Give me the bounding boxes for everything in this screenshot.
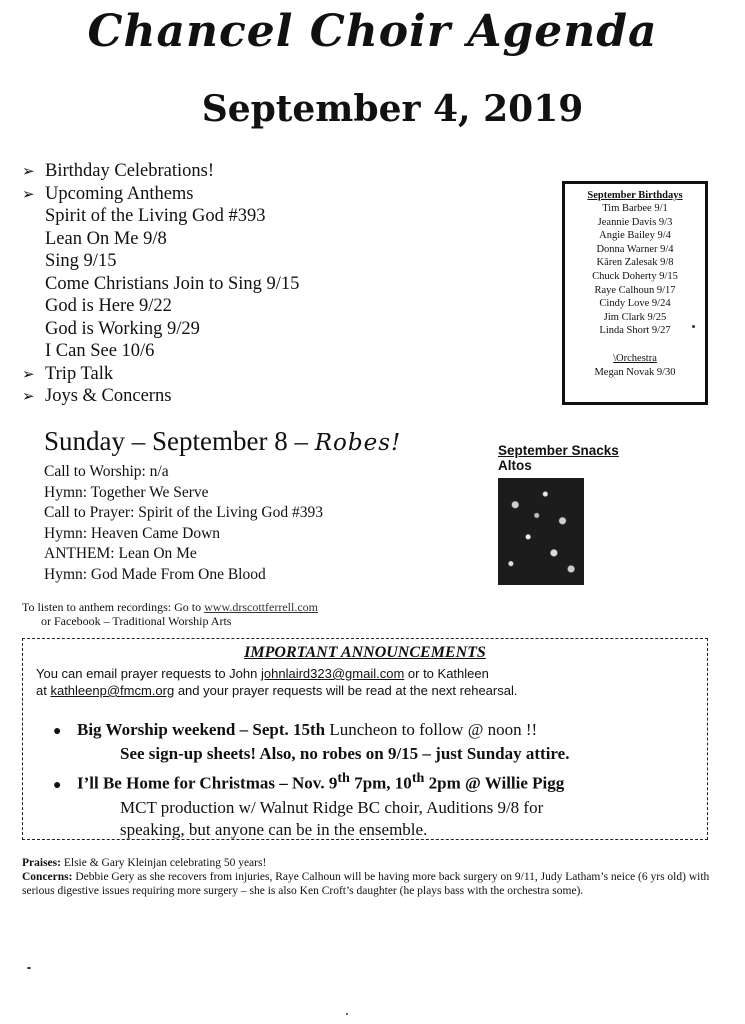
- arrow-bullet-icon: ➢: [22, 366, 35, 383]
- snacks-section: [498, 443, 619, 473]
- agenda-item: Lean On Me 9/8: [45, 228, 167, 249]
- service-item: Call to Worship: n/a: [44, 463, 169, 480]
- page-title: Chancel Choir Agenda: [87, 6, 658, 57]
- praises-concerns: [22, 856, 712, 898]
- agenda-item: Sing 9/15: [45, 251, 117, 271]
- announcement-worship-weekend: ● Big Worship weekend – Sept. 15th Luncheon to follow @ noon !! See sign-up sheets! Also, no robes on 9/15 – just Sunday attire.: [53, 720, 570, 763]
- agenda-item: ➢ Trip Talk: [22, 363, 542, 386]
- birthday-entry: Raye Calhoun 9/17: [594, 284, 676, 296]
- scan-speck: [692, 325, 695, 328]
- birthday-entry: Linda Short 9/27: [599, 325, 671, 337]
- agenda-item: I Can See 10/6: [45, 341, 155, 361]
- announcements-title: IMPORTANT ANNOUNCEMENTS: [244, 644, 486, 661]
- bullet-dot-icon: ●: [53, 777, 62, 793]
- bullet-dot-icon: ●: [53, 724, 62, 739]
- praises-line: Praises: Elsie & Gary Kleinjan celebrating 50 years!: [22, 857, 267, 869]
- arrow-bullet-icon: ➢: [22, 164, 35, 180]
- flowers-image: [498, 478, 584, 585]
- listen-note: To listen to anthem recordings: Go to www.drscottferrell.com or Facebook – Traditional Worship Arts: [22, 600, 318, 628]
- orchestra-heading: \Orchestra: [613, 352, 657, 364]
- service-item: ANTHEM: Lean On Me: [44, 545, 197, 562]
- agenda-list: [22, 160, 542, 408]
- scan-speck: [27, 967, 31, 969]
- announcement-christmas: ● I’ll Be Home for Christmas – Nov. 9th 7pm, 10th 2pm @ Willie Pigg MCT production w/ Walnut Ridge BC choir, Auditions 9/8 for speaking, but anyone can be in the ensemble.: [53, 770, 565, 839]
- arrow-bullet-icon: ➢: [22, 389, 35, 405]
- agenda-item: ➢ Upcoming Anthems: [22, 183, 542, 206]
- agenda-date: September 4, 2019: [201, 88, 584, 130]
- agenda-item: Come Christians Join to Sing 9/15: [45, 273, 300, 294]
- birthday-entry: Tim Barbee 9/1: [602, 203, 668, 214]
- agenda-item: ➢ Birthday Celebrations!: [22, 160, 542, 183]
- service-item: Call to Prayer: Spirit of the Living God #393: [44, 504, 323, 521]
- birthday-entry: Cindy Love 9/24: [599, 298, 671, 310]
- agenda-item: God is Here 9/22: [45, 296, 172, 316]
- agenda-item: ➢ Joys & Concerns: [22, 385, 542, 408]
- birthday-entry: Jim Clark 9/25: [603, 311, 667, 323]
- concerns-line: Concerns: Debbie Gery as she recovers from injuries, Raye Calhoun will be having more back surgery on 9/11, Judy Latham’s neice (6 yrs old) with serious digestive issues requiring more surgery – she is also Ken Croft’s daughter (he plays bass with the orchestra some).: [22, 871, 710, 897]
- announcements-box: [22, 638, 708, 840]
- service-item: Hymn: Together We Serve: [44, 483, 209, 501]
- birthday-entry: Angie Bailey 9/4: [599, 230, 671, 242]
- sunday-heading: Sunday – September 8 – Robes!: [44, 426, 402, 456]
- birthday-entry: Chuck Doherty 9/15: [592, 270, 678, 282]
- service-order: [44, 462, 323, 585]
- scan-speck: [346, 1013, 348, 1015]
- birthday-entry: Kāren Zalesak 9/8: [596, 257, 674, 269]
- snacks-title: September Snacks: [498, 443, 619, 458]
- prayer-request-note: You can email prayer requests to John johnlaird323@gmail.com or to Kathleen at kathleenp@fmcm.org and your prayer requests will be read at the next rehearsal.: [36, 666, 518, 698]
- birthday-box: [562, 181, 708, 405]
- service-item: Hymn: God Made From One Blood: [44, 565, 266, 583]
- birthday-entry: Donna Warner 9/4: [596, 243, 674, 255]
- birthday-entry: Megan Novak 9/30: [594, 366, 676, 378]
- service-item: Hymn: Heaven Came Down: [44, 524, 221, 542]
- john-email-link[interactable]: johnlaird323@gmail.com: [261, 666, 405, 681]
- robes-note: Robes!: [314, 430, 402, 456]
- arrow-bullet-icon: ➢: [22, 186, 35, 203]
- snacks-group: Altos: [498, 458, 532, 473]
- kathleen-email-link[interactable]: kathleenp@fmcm.org: [50, 683, 175, 698]
- birthday-heading: September Birthdays: [587, 190, 683, 201]
- recordings-link[interactable]: www.drscottferrell.com: [204, 600, 318, 614]
- agenda-item: Spirit of the Living God #393: [45, 206, 266, 226]
- birthday-entry: Jeannie Davis 9/3: [597, 216, 673, 228]
- agenda-item: God is Working 9/29: [45, 318, 200, 339]
